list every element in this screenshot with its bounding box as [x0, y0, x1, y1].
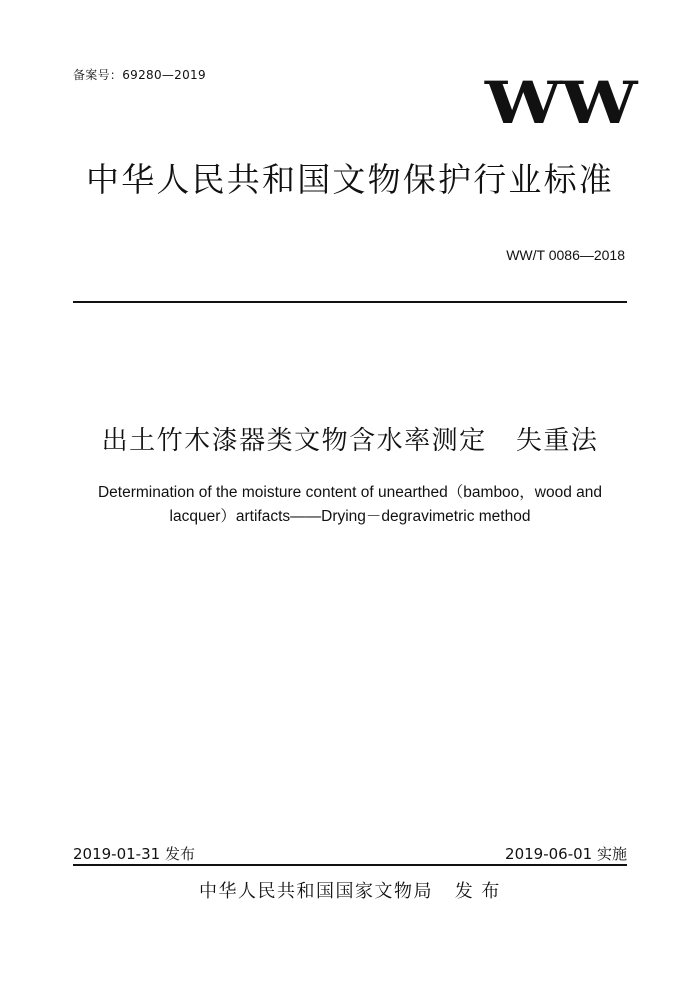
implementation-date: 2019-06-01 实施: [505, 845, 627, 863]
english-title-line-2: lacquer）artifacts——Drying－degravimetric method: [169, 508, 531, 525]
english-title-line-1: Determination of the moisture content of unearthed（bamboo，wood and: [97, 484, 603, 501]
issue-date: 2019-01-31 发布: [73, 845, 195, 863]
issuing-authority: 中华人民共和国国家文物局 发 布: [199, 881, 501, 902]
standard-code: WW/T 0086—2018: [506, 247, 625, 263]
document-title-english: [60, 481, 640, 529]
top-divider: [73, 301, 627, 303]
bottom-divider: [73, 864, 627, 866]
document-title-chinese: 出土竹木漆器类文物含水率测定 失重法: [101, 426, 599, 456]
ww-logo: WW: [484, 69, 636, 137]
record-number: 备案号：69280—2019: [73, 68, 206, 82]
standard-category-title: 中华人民共和国文物保护行业标准: [86, 160, 614, 199]
